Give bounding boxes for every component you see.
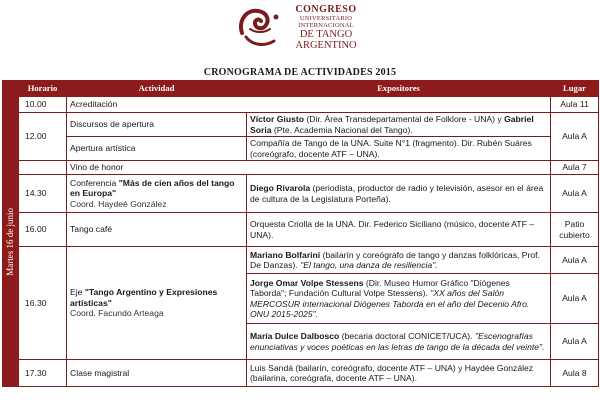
row-time: 16.00 [19,213,67,247]
logo-de-tango: DE TANGO [299,29,353,40]
row-place: Aula A [551,274,599,324]
speaker-name: Víctor Giusto [250,114,304,125]
header-horario: Horario [19,81,67,97]
talk-title: "El tango, una danza de resiliencia". [300,260,438,270]
row-expositores [247,324,551,360]
row-place: Aula A [551,113,599,161]
row-activity: Apertura artística [67,137,247,161]
table-row [3,137,599,161]
row-activity [67,247,247,360]
activity-prefix: Eje [70,287,85,298]
row-expositores: Compañía de Tango de la UNA. Suite N°1 (fragmento). Dir. Rubén Suáres (coreógrafo, docente ATF – UNA). [247,137,551,161]
row-place: Aula A [551,175,599,213]
speaker-desc: (bailarín y coreógrafo de tango y danzas folklóricas, Prof. De Danzas). [250,249,540,270]
table-row [3,213,599,247]
congress-logo [236,3,366,55]
speaker-role: (Dir. Área Transdepartamental de Folklore - UNA) y [303,114,505,125]
speaker-role: (Pte. Academia Nacional del Tango). [271,124,413,135]
row-expositores [247,274,551,324]
header-date [3,81,19,97]
table-row [3,97,599,113]
date-cell [3,97,19,387]
table-row [3,247,599,274]
row-place: Aula A [551,324,599,360]
header-lugar: Lugar [551,81,599,97]
speaker-desc: (Dir. Museo Humor Gráfico "Diógenes Taborda"; Fundación Cultural Volpe Stessens). [250,277,510,299]
speaker-name: Jorge Omar Volpe Stessens [250,277,364,288]
row-activity: Acreditación [67,97,551,113]
activity-title: "Más de cien años del tango en Europa" [70,177,235,199]
speaker-name: María Dulce Dalbosco [250,331,340,342]
logo-argentino: ARGENTINO [295,39,357,51]
row-time: 17.30 [19,360,67,387]
row-place: Patio cubierto [551,213,599,247]
activity-coord: Coord. Facundo Arteaga [70,308,164,319]
talk-title: "Escenografías enunciativas y voces poéticas en las letras de tango de la década del veinte". [250,331,545,352]
row-activity: Vino de honor [67,161,551,175]
speaker-desc: (periodista, productor de radio y televisión, asesor en el área de cultura de la Legislatura Porteña). [250,183,544,204]
activity-prefix: Conferencia [70,177,119,188]
activity-coord: Coord. Haydeé González [70,198,167,209]
row-expositores: Orquesta Criolla de la UNA. Dir. Federico Siciliano (músico, docente ATF – UNA). [247,213,551,247]
row-expositores [247,247,551,274]
row-expositores [247,113,551,137]
row-time: 16.30 [19,247,67,360]
talk-title: "XX años del Salón MERCOSUR internacional Diógenes Taborda en el año del Decenio Afro. ONU 2015-2025". [250,288,530,319]
schedule-table [2,80,599,387]
row-place: Aula 8 [551,360,599,387]
row-activity [67,175,247,213]
header-expositores: Expositores [247,81,551,97]
table-row [3,113,599,137]
table-row [3,161,599,175]
row-place: Aula A [551,247,599,274]
date-label: Martes 16 de junio [5,207,16,276]
activity-title: "Tango Argentino y Expresiones artísticas" [70,287,218,308]
speaker-desc: (becaria doctoral CONICET/UCA). [339,331,475,342]
speaker-name: Diego Rivarola [250,183,311,194]
row-time: 10.00 [19,97,67,113]
row-expositores: Luis Sandá (bailarín, coreógrafo, docente ATF – UNA) y Haydée González (bailarina, coreógrafa, docente ATF – UNA). [247,360,551,387]
row-time: 12.00 [19,113,67,161]
table-header-row [3,81,599,97]
row-time [19,161,67,175]
page-title: CRONOGRAMA DE ACTIVIDADES 2015 [203,67,397,78]
row-activity: Clase magistral [67,360,247,387]
speaker-name: Gabriel Soria [250,114,534,135]
row-expositores [247,175,551,213]
logo-universitario: UNIVERSITARIO INTERNACIONAL [298,15,354,29]
row-time: 14.30 [19,175,67,213]
header-actividad: Actividad [67,81,247,97]
row-place: Aula 7 [551,161,599,175]
row-activity: Discursos de apertura [67,113,247,137]
table-row [3,360,599,387]
logo-congreso: CONGRESO [295,4,357,15]
speaker-name: Mariano Bolfarini [250,249,321,260]
row-activity: Tango café [67,213,247,247]
table-row [3,175,599,213]
row-place: Aula 11 [551,97,599,113]
bandoneon-emblem-icon [236,3,284,53]
